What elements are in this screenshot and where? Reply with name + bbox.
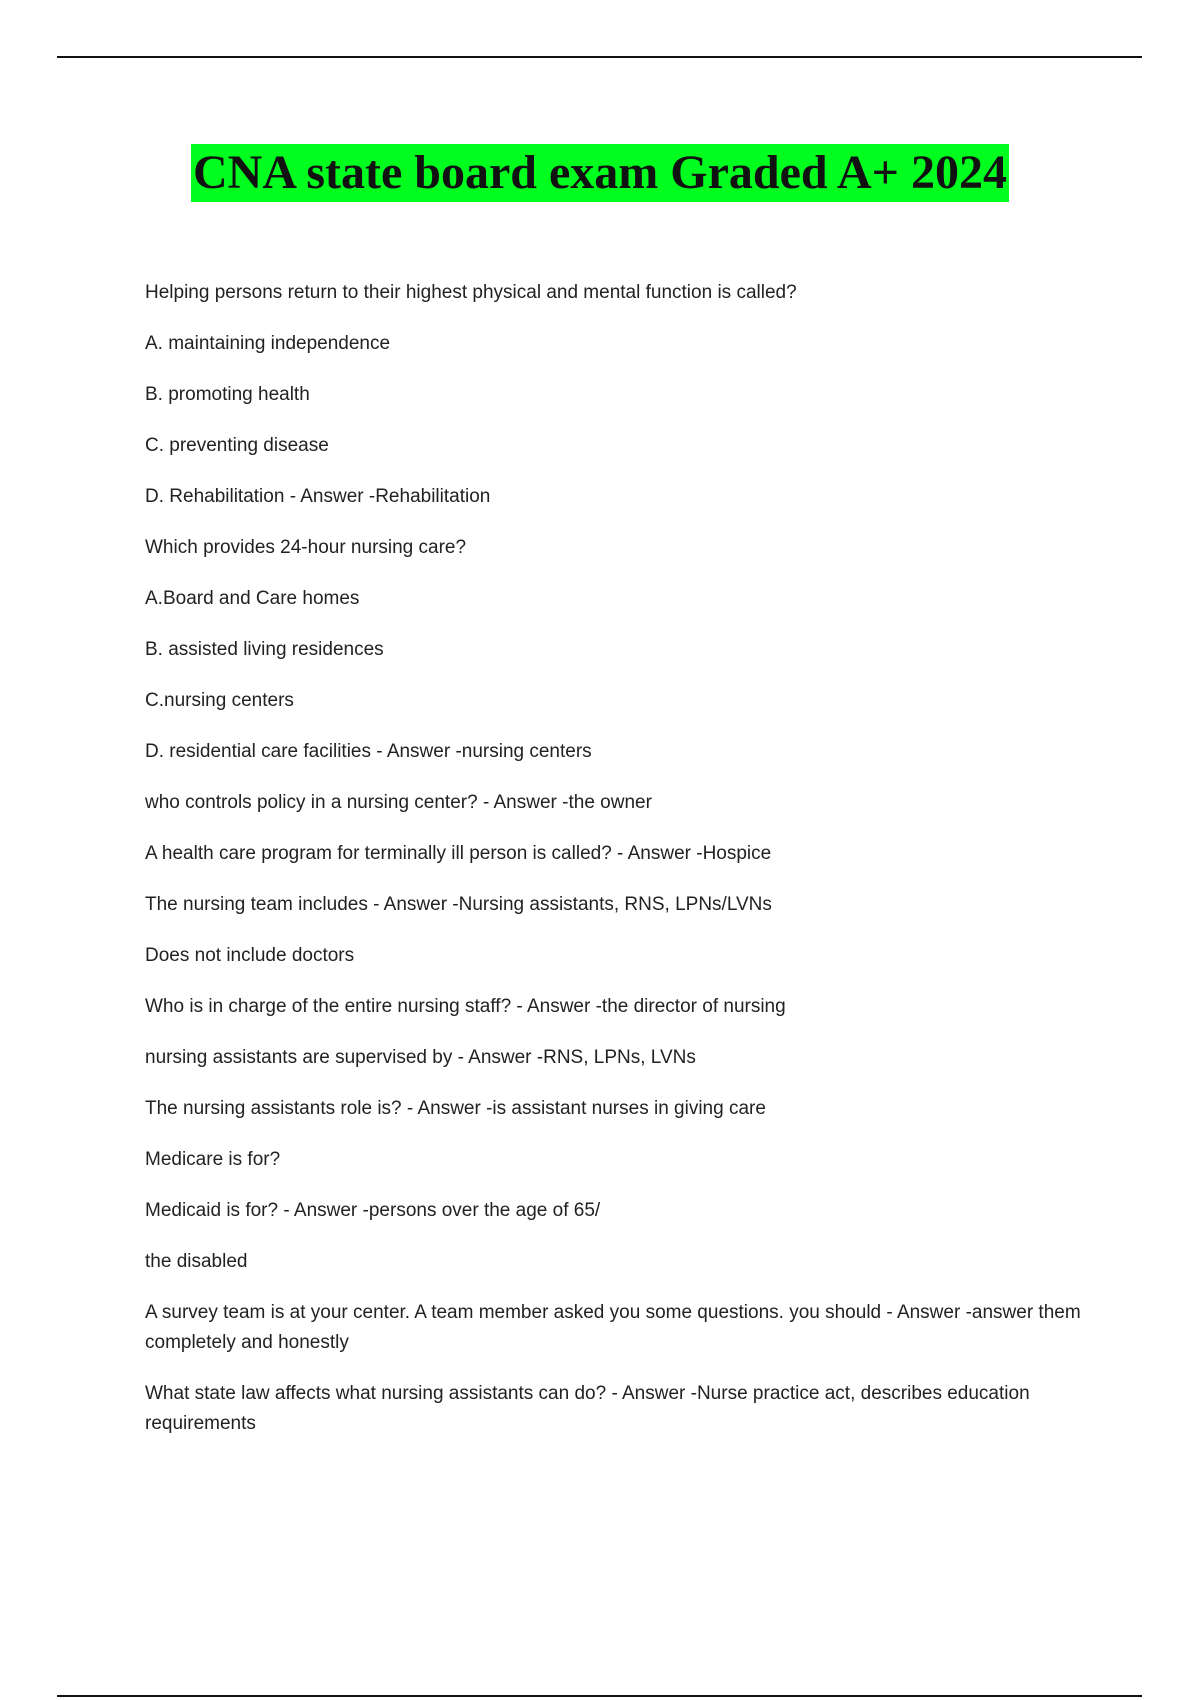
text-line: A survey team is at your center. A team member asked you some questions. you should - Answer -answer them completely and honestly (145, 1302, 1081, 1353)
text-line: B. promoting health (145, 384, 310, 405)
text-line: Does not include doctors (145, 945, 355, 966)
text-line: nursing assistants are supervised by - Answer -RNS, LPNs, LVNs (145, 1047, 696, 1068)
text-line: C.nursing centers (145, 690, 294, 711)
text-line: A. maintaining independence (145, 333, 391, 354)
text-line: Medicare is for? (145, 1149, 281, 1170)
text-line: The nursing assistants role is? - Answer -is assistant nurses in giving care (145, 1098, 766, 1119)
text-line: Who is in charge of the entire nursing staff? - Answer -the director of nursing (145, 996, 786, 1017)
text-line: A.Board and Care homes (145, 588, 360, 609)
text-line: the disabled (145, 1251, 248, 1272)
text-line: C. preventing disease (145, 435, 329, 456)
text-line: What state law affects what nursing assistants can do? - Answer -Nurse practice act, describes education requirements (145, 1383, 1030, 1434)
document-body (145, 278, 1095, 1460)
text-line: D. Rehabilitation - Answer -Rehabilitation (145, 486, 491, 507)
text-line: A health care program for terminally ill person is called? - Answer -Hospice (145, 843, 772, 864)
text-line: D. residential care facilities - Answer -nursing centers (145, 741, 592, 762)
document-title: CNA state board exam Graded A+ 2024 (191, 144, 1009, 202)
text-line: who controls policy in a nursing center? - Answer -the owner (145, 792, 652, 813)
text-line: Helping persons return to their highest physical and mental function is called? (145, 282, 797, 303)
text-line: Which provides 24-hour nursing care? (145, 537, 467, 558)
text-line: Medicaid is for? - Answer -persons over the age of 65/ (145, 1200, 601, 1221)
top-rule (57, 56, 1142, 58)
text-line: B. assisted living residences (145, 639, 384, 660)
text-line: The nursing team includes - Answer -Nursing assistants, RNS, LPNs/LVNs (145, 894, 772, 915)
title-container (0, 144, 1200, 202)
bottom-rule (57, 1695, 1142, 1697)
